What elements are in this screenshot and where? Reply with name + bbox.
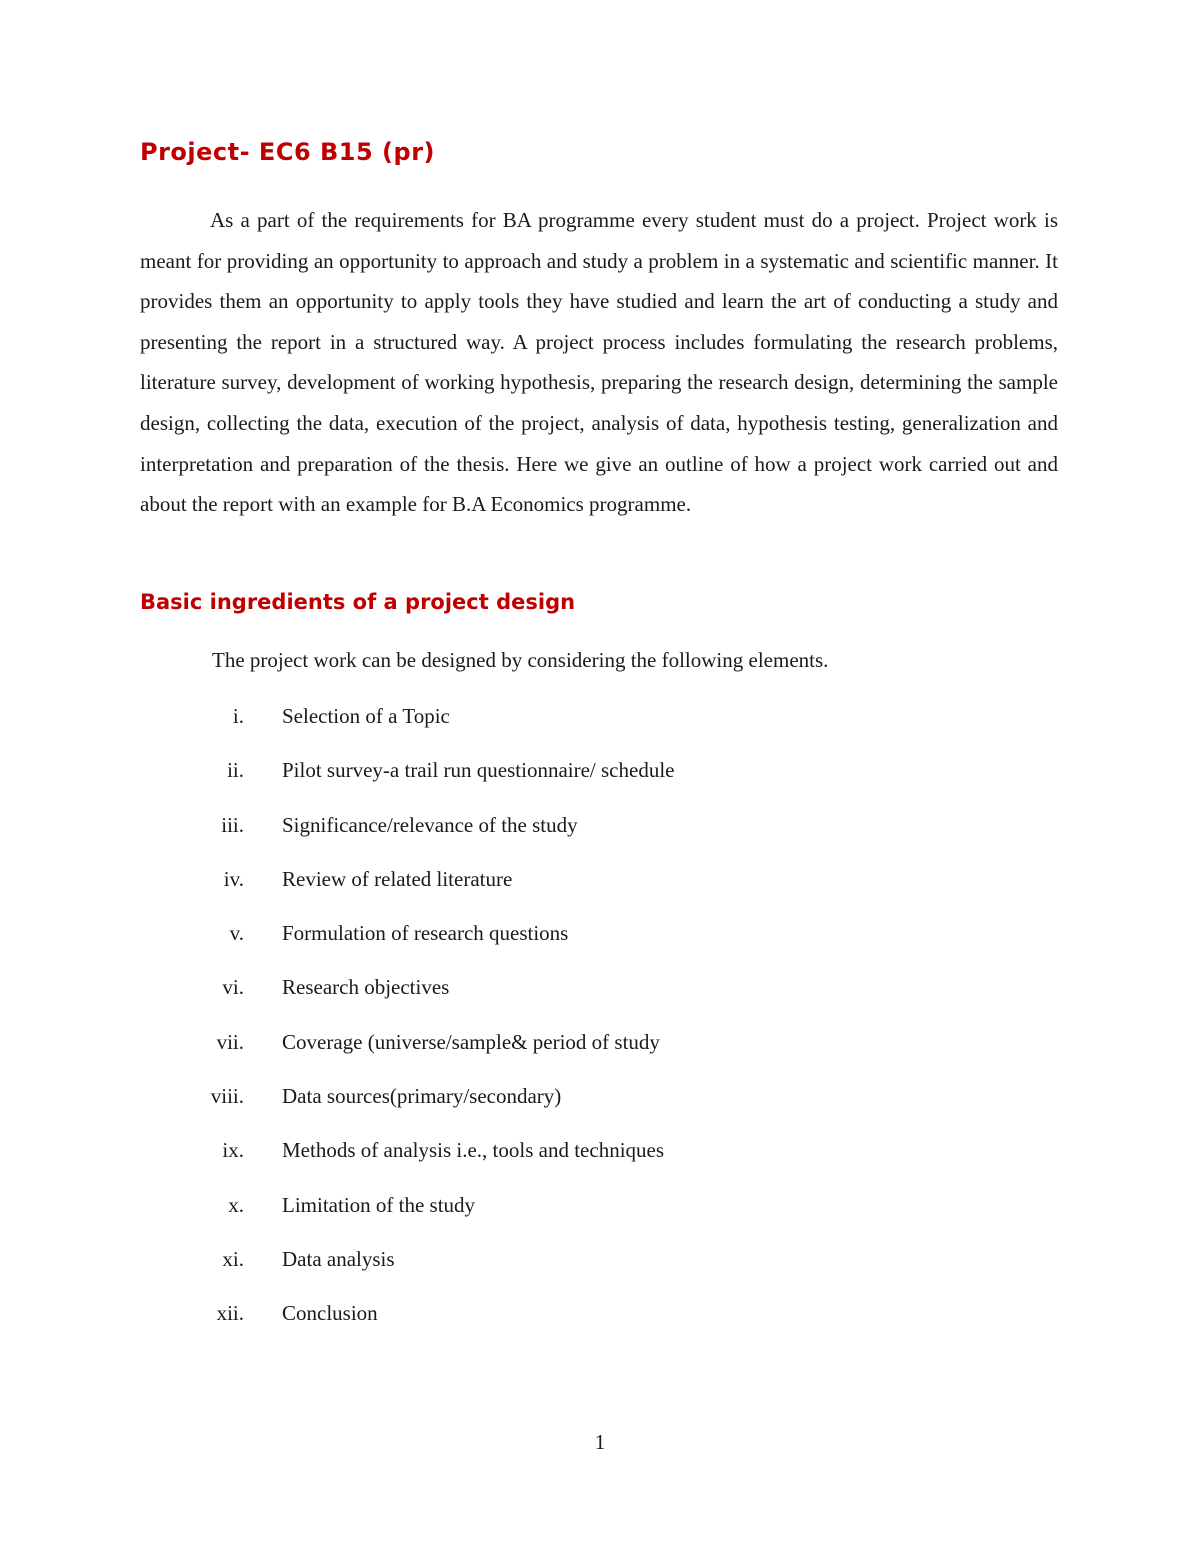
list-item-text: Research objectives <box>282 975 450 1000</box>
section-heading: Basic ingredients of a project design <box>140 590 576 614</box>
list-item-text: Data sources(primary/secondary) <box>282 1084 562 1109</box>
list-item-text: Methods of analysis i.e., tools and techniques <box>282 1138 665 1163</box>
list-numeral: vii. <box>216 1029 244 1054</box>
list-item <box>140 1297 674 1351</box>
list-item <box>140 863 674 917</box>
elements-list <box>140 700 674 1352</box>
list-item <box>140 971 674 1025</box>
list-item <box>140 1243 674 1297</box>
list-numeral: ix. <box>222 1138 244 1163</box>
list-item-text: Data analysis <box>282 1246 395 1271</box>
list-item-text: Conclusion <box>282 1301 378 1326</box>
list-numeral: xii. <box>216 1301 244 1326</box>
list-item-text: Limitation of the study <box>282 1192 476 1217</box>
list-numeral: iv. <box>223 866 244 891</box>
list-item <box>140 1080 674 1134</box>
list-numeral: x. <box>228 1192 244 1217</box>
list-numeral: ii. <box>227 758 244 783</box>
list-item-text: Coverage (universe/sample& period of study <box>282 1029 660 1054</box>
list-numeral: v. <box>229 921 244 946</box>
list-item-text: Selection of a Topic <box>282 704 450 728</box>
list-numeral: i. <box>232 704 244 728</box>
list-item-text: Formulation of research questions <box>282 921 569 946</box>
list-item <box>140 1134 674 1188</box>
list-numeral: iii. <box>221 812 244 837</box>
list-item <box>140 700 674 754</box>
list-item-text: Significance/relevance of the study <box>282 812 578 837</box>
page-title: Project- EC6 B15 (pr) <box>140 138 435 166</box>
intro-paragraph: As a part of the requirements for BA programme every student must do a project. Project work is meant for providing an opportunity to approach and study a problem in a systematic and scientific manner. It provides them an opportunity to apply tools they have studied and learn the art of conducting a study and presenting the report in a structured way. A project process includes formulating the research problems, literature survey, development of working hypothesis, preparing the research design, determining the sample design, collecting the data, execution of the project, analysis of data, hypothesis testing, generalization and interpretation and preparation of the thesis. Here we give an outline of how a project work carried out and about the report with an example for B.A Economics programme. <box>140 208 1058 517</box>
list-numeral: xi. <box>222 1246 244 1271</box>
list-item <box>140 1189 674 1243</box>
list-numeral: vi. <box>222 975 244 1000</box>
page-number: 1 <box>594 1430 606 1454</box>
list-item <box>140 917 674 971</box>
list-item-text: Pilot survey-a trail run questionnaire/ schedule <box>282 758 675 783</box>
list-numeral: viii. <box>210 1084 244 1109</box>
list-item <box>140 754 674 808</box>
list-item <box>140 809 674 863</box>
list-item-text: Review of related literature <box>282 866 513 891</box>
list-item <box>140 1026 674 1080</box>
lead-sentence: The project work can be designed by considering the following elements. <box>212 648 829 672</box>
